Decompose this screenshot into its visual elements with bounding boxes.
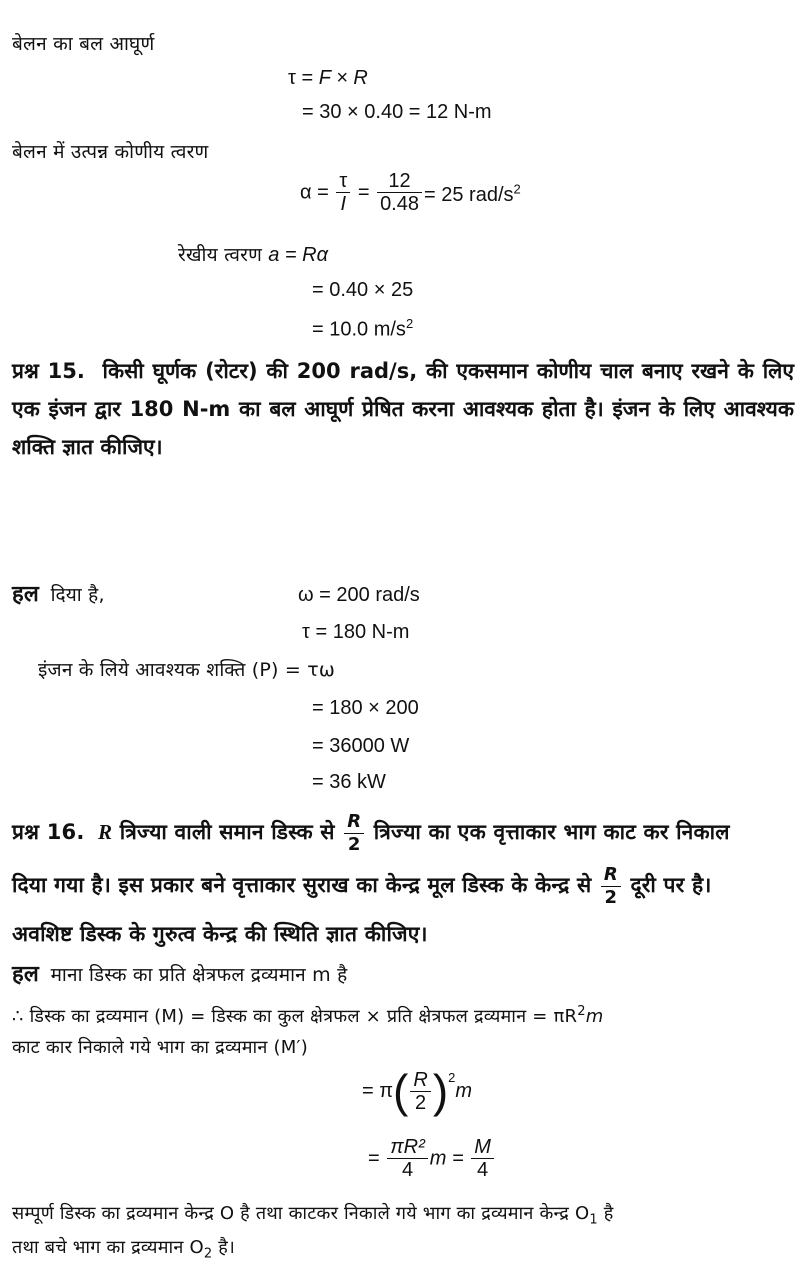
angular-acceleration-heading: बेलन में उत्पन्न कोणीय त्वरण <box>12 141 209 163</box>
torque-formula: τ = F × R <box>288 67 368 89</box>
linear-acceleration-step2: = 10.0 $m/s^2$ <box>312 316 414 341</box>
linear-acceleration-equation: रेखीय त्वरण a = Rα <box>178 244 329 266</box>
question-16-label: प्रश्न 16. <box>12 820 85 844</box>
question-15-label: प्रश्न 15. <box>12 359 85 383</box>
cutout-mass-equation: = π( $\frac{R}{2}$ )$^2$m <box>362 1065 473 1117</box>
question-16-line1: प्रश्न 16. R त्रिज्या वाली समान डिस्क से $\frac{R}{2}$ त्रिज्या का एक वृत्ताकार भाग काट कर निकाल <box>12 810 730 855</box>
power-step3: = 36 kW <box>312 771 386 793</box>
power-step1: = 180 × 200 <box>312 697 419 719</box>
given-omega: ω = 200 rad/s <box>298 584 420 606</box>
question-15-text: किसी घूर्णक (रोटर) की 200 rad/s, की एकसमान कोणीय चाल बनाए रखने के लिए एक इंजन द्वार 180 N-m का बल आघूर्ण प्रेषित करना आवश्यक होता है। इंजन के लिए आवश्यक शक्ति ज्ञात कीजिए। <box>12 359 794 459</box>
solution-16-line3: काट कार निकाले गये भाग का द्रव्यमान (M′) <box>12 1037 308 1058</box>
power-step2: = 36000 W <box>312 735 410 757</box>
angular-acceleration-equation: α = $\frac{\tau}{I}$ = $\frac{12}{0.48}$ = 25 rad/$s^2$ <box>300 170 521 215</box>
question-16-line2: दिया गया है। इस प्रकार बने वृत्ताकार सुराख का केन्द्र मूल डिस्क के केन्द्र से $\frac{R}{2}$ दूरी पर है। <box>12 863 712 908</box>
solution-label: हल <box>12 582 39 607</box>
question-15 <box>12 352 794 466</box>
solution-15-intro: हल दिया है, <box>12 582 105 607</box>
cutout-mass-result: = $\frac{\text{πR²}}{4}$ m = $\frac{M}{4}$ <box>368 1136 496 1190</box>
torque-calculation: = 30 × 0.40 = 12 N-m <box>302 101 492 123</box>
given-tau: τ = 180 N-m <box>302 621 410 643</box>
solution-16-line2: ∴ डिस्क का द्रव्यमान (M) = डिस्क का कुल क्षेत्रफल × प्रति क्षेत्रफल द्रव्यमान = $\pi R^2m$ <box>12 1004 604 1027</box>
torque-heading: बेलन का बल आघूर्ण <box>12 33 155 55</box>
solution-16-line1: हल माना डिस्क का प्रति क्षेत्रफल द्रव्यमान m है <box>12 962 348 987</box>
linear-acceleration-step1: = 0.40 × 25 <box>312 279 414 301</box>
question-16-line3: अवशिष्ट डिस्क के गुरुत्व केन्द्र की स्थिति ज्ञात कीजिए। <box>12 922 428 946</box>
power-formula: इंजन के लिये आवश्यक शक्ति (P) = τω <box>38 659 335 681</box>
solution-16-line5: तथा बचे भाग का द्रव्यमान $O_2$ है। <box>12 1237 236 1262</box>
solution-16-line4: सम्पूर्ण डिस्क का द्रव्यमान केन्द्र O है तथा काटकर निकाले गये भाग का द्रव्यमान केन्द्र $O_1$ है <box>12 1203 614 1228</box>
